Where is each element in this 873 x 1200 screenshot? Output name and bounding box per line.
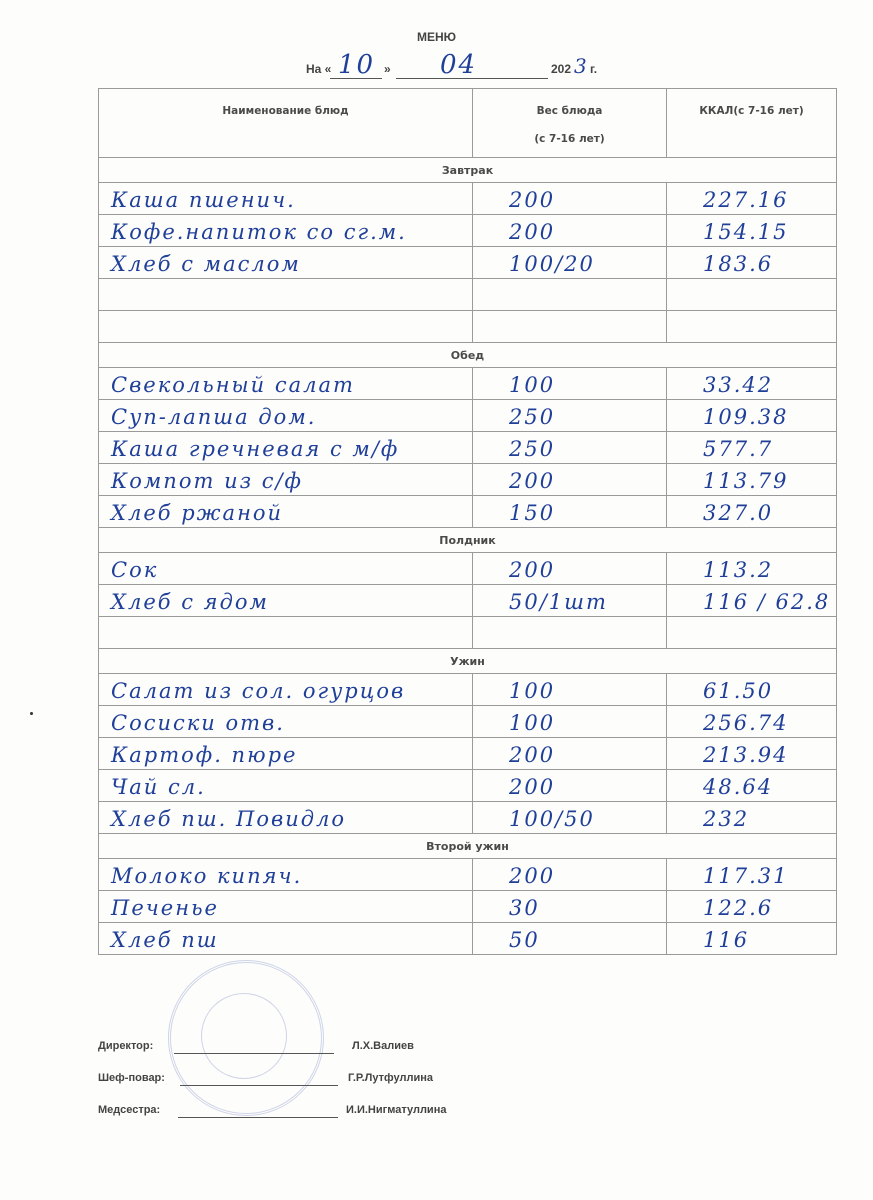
dish-kcal: 256.74 <box>703 711 789 735</box>
date-year: 202 <box>551 62 572 76</box>
dish-name: Суп-лапша дом. <box>111 405 317 429</box>
table-row <box>99 432 837 464</box>
dish-kcal: 116 <box>703 928 750 952</box>
dish-weight: 200 <box>509 558 556 582</box>
table-row <box>99 770 837 802</box>
signature-line <box>178 1117 338 1118</box>
dish-weight: 200 <box>509 864 556 888</box>
date-month: 04 <box>440 50 478 80</box>
dish-weight: 100/50 <box>509 807 595 831</box>
signature-nurse <box>98 1104 618 1136</box>
dish-name: Салат из сол. огурцов <box>111 679 406 703</box>
table-row <box>99 674 837 706</box>
dish-name: Чай сл. <box>111 775 206 799</box>
menu-table <box>98 88 837 955</box>
section-heading: Полдник <box>99 528 837 553</box>
table-row <box>99 585 837 617</box>
dish-kcal: 327.0 <box>703 501 774 525</box>
date-year-hand: 3 <box>574 54 589 78</box>
table-row <box>99 464 837 496</box>
table-row <box>99 617 837 649</box>
dish-kcal: 61.50 <box>703 679 774 703</box>
dish-weight: 100 <box>509 679 556 703</box>
table-row <box>99 923 837 955</box>
dish-name: Печенье <box>111 896 219 920</box>
signature-name: Г.Р.Лутфуллина <box>348 1072 433 1084</box>
section-heading: Ужин <box>99 649 837 674</box>
dish-kcal: 577.7 <box>703 437 774 461</box>
dish-weight: 200 <box>509 220 556 244</box>
dish-kcal: 116 / 62.8 <box>703 590 831 614</box>
dish-weight: 250 <box>509 437 556 461</box>
dish-weight: 200 <box>509 743 556 767</box>
section-heading: Второй ужин <box>99 834 837 859</box>
dish-name: Каша гречневая с м/ф <box>111 437 400 461</box>
dish-name: Свекольный салат <box>111 373 355 397</box>
signature-role: Медсестра: <box>98 1104 161 1116</box>
dish-weight: 100/20 <box>509 252 595 276</box>
signature-chef <box>98 1072 618 1104</box>
dish-kcal: 113.2 <box>703 558 774 582</box>
table-row <box>99 247 837 279</box>
dish-name: Сок <box>111 558 159 582</box>
date-suffix: г. <box>590 62 598 76</box>
dish-weight: 100 <box>509 373 556 397</box>
table-row <box>99 738 837 770</box>
dish-name: Хлеб пш <box>111 928 219 952</box>
dish-weight: 200 <box>509 775 556 799</box>
dish-kcal: 33.42 <box>703 373 774 397</box>
table-row <box>99 400 837 432</box>
dish-weight: 200 <box>509 188 556 212</box>
dish-weight: 50/1шт <box>509 590 608 614</box>
dish-kcal: 154.15 <box>703 220 789 244</box>
dish-name: Хлеб ржаной <box>111 501 284 525</box>
table-row <box>99 215 837 247</box>
dish-kcal: 183.6 <box>703 252 774 276</box>
dish-name: Молоко кипяч. <box>111 864 303 888</box>
date-prefix: На « <box>306 62 332 76</box>
table-row <box>99 706 837 738</box>
dish-weight: 150 <box>509 501 556 525</box>
dish-weight: 200 <box>509 469 556 493</box>
table-row <box>99 183 837 215</box>
signatures-block <box>98 1040 618 1136</box>
dish-kcal: 227.16 <box>703 188 789 212</box>
dish-kcal: 113.79 <box>703 469 789 493</box>
table-row <box>99 859 837 891</box>
dish-weight: 250 <box>509 405 556 429</box>
section-heading: Завтрак <box>99 158 837 183</box>
signature-name: Л.Х.Валиев <box>352 1040 414 1052</box>
table-row <box>99 279 837 311</box>
table-row <box>99 496 837 528</box>
dish-weight: 50 <box>509 928 540 952</box>
dish-name: Хлеб пш. Повидло <box>111 807 347 831</box>
table-row <box>99 311 837 343</box>
date-line <box>0 52 873 82</box>
dish-kcal: 232 <box>703 807 750 831</box>
dish-name: Картоф. пюре <box>111 743 298 767</box>
dish-name: Каша пшенич. <box>111 188 296 212</box>
signature-name: И.И.Нигматуллина <box>346 1104 447 1116</box>
signature-role: Директор: <box>98 1040 154 1052</box>
table-row <box>99 802 837 834</box>
signature-director <box>98 1040 618 1072</box>
dish-kcal: 48.64 <box>703 775 774 799</box>
dish-name: Сосиски отв. <box>111 711 285 735</box>
table-row <box>99 891 837 923</box>
signature-role: Шеф-повар: <box>98 1072 165 1084</box>
dish-kcal: 117.31 <box>703 864 789 888</box>
dish-name: Хлеб с маслом <box>111 252 301 276</box>
dish-name: Хлеб с ядом <box>111 590 269 614</box>
date-mid: » <box>384 62 391 76</box>
dish-name: Кофе.напиток со сг.м. <box>111 220 407 244</box>
date-day: 10 <box>338 50 376 80</box>
dish-kcal: 122.6 <box>703 896 774 920</box>
header-kcal: ККАЛ(с 7-16 лет) <box>667 89 837 158</box>
header-weight: Вес блюда (с 7-16 лет) <box>473 89 667 158</box>
table-row <box>99 368 837 400</box>
signature-line <box>180 1085 338 1086</box>
table-row <box>99 553 837 585</box>
dish-name: Компот из с/ф <box>111 469 303 493</box>
header-dish: Наименование блюд <box>99 89 473 158</box>
section-heading: Обед <box>99 343 837 368</box>
page-title: МЕНЮ <box>416 30 457 44</box>
signature-line <box>174 1053 334 1054</box>
dish-weight: 30 <box>509 896 540 920</box>
margin-dot <box>30 712 33 715</box>
dish-weight: 100 <box>509 711 556 735</box>
dish-kcal: 213.94 <box>703 743 789 767</box>
dish-kcal: 109.38 <box>703 405 789 429</box>
